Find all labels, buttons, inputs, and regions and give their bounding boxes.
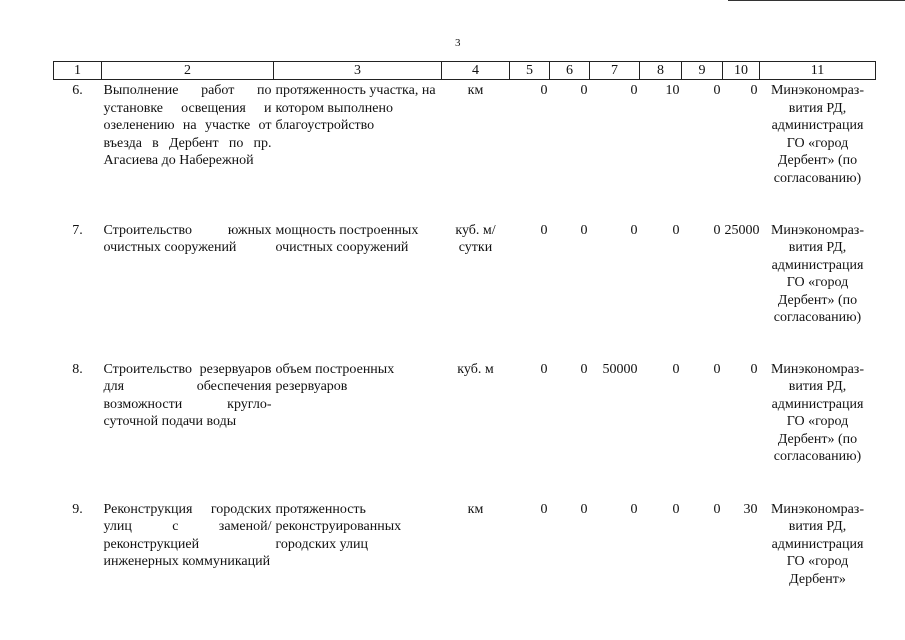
value-col-10: 25000 (724, 222, 760, 238)
row-number: 9. (72, 501, 83, 517)
value-col-10: 0 (750, 83, 758, 98)
value-col-9: 0 (713, 222, 721, 238)
header-col-4: 4 (442, 62, 510, 80)
page-corner-line (728, 0, 905, 1)
value-col-10: 30 (743, 501, 758, 517)
responsible: Минэкономразвития РД, администрация ГО «город Дербент» (770, 501, 865, 587)
measure-name: Строительство резервуаров для обеспечения возможности круглосуточной подачи воды (103, 361, 272, 429)
value-col-6: 0 (580, 83, 588, 98)
row-number: 7. (72, 222, 83, 238)
indicator-name: объем построенных резервуаров (275, 361, 395, 394)
header-col-7: 7 (590, 62, 640, 80)
row-number: 8. (72, 361, 83, 377)
header-col-10: 10 (723, 62, 760, 80)
unit: км (467, 83, 484, 98)
table-header-row (54, 62, 876, 80)
value-col-8: 0 (672, 501, 680, 517)
responsible: Минэкономразвития РД, администрация ГО «город Дербент» (по согласованию) (770, 83, 865, 186)
value-col-6: 0 (580, 361, 588, 377)
indicator-name: мощность построенных очистных сооружений (275, 222, 419, 255)
table-row (54, 80, 876, 220)
header-col-3: 3 (274, 62, 442, 80)
value-col-5: 0 (540, 501, 548, 517)
value-col-7: 50000 (602, 361, 638, 377)
value-col-7: 0 (630, 501, 638, 517)
header-col-1: 1 (54, 62, 102, 80)
header-col-6: 6 (550, 62, 590, 80)
value-col-9: 0 (713, 361, 721, 377)
header-col-11: 11 (760, 62, 876, 80)
table-row (54, 499, 876, 609)
value-col-5: 0 (540, 361, 548, 377)
value-col-9: 0 (713, 501, 721, 517)
value-col-7: 0 (630, 222, 638, 238)
responsible: Минэкономразвития РД, администрация ГО «город Дербент» (по согласованию) (770, 222, 865, 325)
value-col-8: 10 (665, 83, 680, 98)
value-col-6: 0 (580, 501, 588, 517)
value-col-6: 0 (580, 222, 588, 238)
header-col-9: 9 (682, 62, 723, 80)
measure-name: Выполнение работ по установке освещения и озеленению на участке от въезда в Дербент по пр. Агасиева до Набережной (103, 83, 272, 168)
header-col-8: 8 (640, 62, 682, 80)
value-col-7: 0 (630, 83, 638, 98)
table-row (54, 359, 876, 499)
indicators-table (53, 61, 876, 609)
unit: куб. м/сутки (455, 222, 496, 255)
value-col-5: 0 (540, 222, 548, 238)
indicator-name: протяженность реконструированных городских улиц (275, 501, 402, 552)
measure-name: Строительство южных очистных сооружений (103, 222, 272, 255)
row-number: 6. (72, 83, 83, 98)
value-col-5: 0 (540, 83, 548, 98)
indicator-name: протяженность участка, на котором выполнено благоустройство (275, 83, 436, 133)
measure-name: Реконструкция городских улиц с заменой/реконструкцией инженерных коммуникаций (103, 501, 272, 569)
value-col-8: 0 (672, 222, 680, 238)
unit: куб. м (457, 361, 494, 377)
table-row (54, 220, 876, 359)
header-col-5: 5 (510, 62, 550, 80)
page-number: 3 (455, 37, 461, 49)
value-col-10: 0 (750, 361, 758, 377)
value-col-9: 0 (713, 83, 721, 98)
unit: км (467, 501, 484, 517)
responsible: Минэкономразвития РД, администрация ГО «город Дербент» (по согласованию) (770, 361, 865, 464)
header-col-2: 2 (102, 62, 274, 80)
value-col-8: 0 (672, 361, 680, 377)
